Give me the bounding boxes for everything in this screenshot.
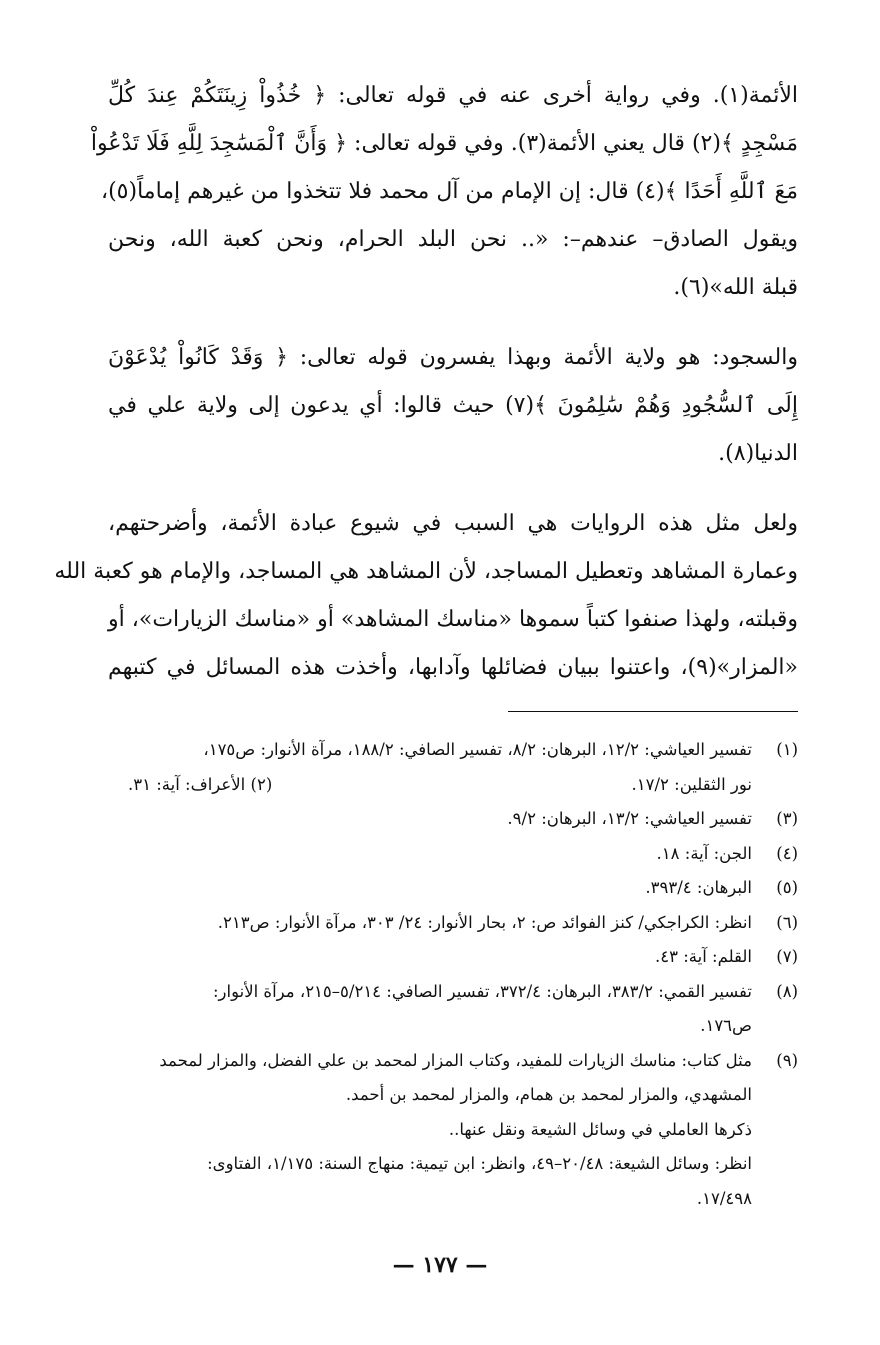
footnote-number: (٦): [776, 912, 798, 932]
footnote-6: [108, 906, 798, 941]
footnote-8: [108, 975, 798, 1044]
footnotes: [108, 733, 798, 1216]
text-line: ويقول الصادق– عندهم–: «.. نحن البلد الحرام، ونحن كعبة الله، ونحن: [108, 227, 798, 252]
footnote-separator: [508, 711, 798, 712]
text-line: إِلَى ٱلسُّجُودِ وَهُمْ سَٰلِمُونَ ﴾(٧) حيث قالوا: أي يدعون إلى ولاية علي في: [108, 393, 798, 418]
footnote-4: [108, 837, 798, 872]
footnote-line: الأعراف: آية: ٣١.: [128, 774, 246, 794]
text-line: وقبلته، ولهذا صنفوا كتباً سموها «مناسك المشاهد» أو «مناسك الزيارات»، أو: [108, 607, 798, 632]
footnote-9: [108, 1044, 798, 1217]
footnote-body: [108, 940, 752, 975]
footnote-7: [108, 940, 798, 975]
footnote-number: (٧): [776, 947, 798, 966]
footnote-2: [128, 768, 272, 803]
text-line: مَسْجِدٍ ﴾(٢) قال يعني الأئمة(٣). وفي قوله تعالى: ﴿ وَأَنَّ ٱلْمَسَٰجِدَ لِلَّهِ فَلَا تَدْعُواْ: [90, 131, 798, 156]
footnote-line: تفسير العياشي: ١٢/٢، البرهان: ٨/٢، تفسير الصافي: ١٨٨/٢، مرآة الأنوار: ص١٧٥،: [203, 740, 752, 759]
footnote-line: الجن: آية: ١٨.: [656, 843, 752, 863]
paragraph-2: [108, 334, 798, 478]
page-number: — ١٧٧ —: [392, 1252, 488, 1278]
footnote-line: مثل كتاب: مناسك الزيارات للمفيد، وكتاب المزار لمحمد بن علي الفضل، والمزار لمحمد: [159, 1050, 752, 1070]
footnote-line: نور الثقلين: ١٧/٢.: [631, 774, 752, 794]
footnote-line: انظر: وسائل الشيعة: ٢٠/٤٨–٤٩، وانظر: ابن تيمية: منهاج السنة: ١/١٧٥، الفتاوى:: [207, 1154, 752, 1173]
footnote-body: [108, 837, 752, 872]
paragraph-1: [90, 72, 798, 312]
footnote-line: ذكرها العاملي في وسائل الشيعة ونقل عنها..: [448, 1119, 752, 1139]
footnote-line: القلم: آية: ٤٣.: [654, 947, 752, 966]
footnote-number: (٣): [776, 809, 798, 828]
footnote-line: البرهان: ٣٩٣/٤.: [645, 878, 752, 897]
footnote-line: تفسير القمي: ٣٨٣/٢، البرهان: ٣٧٢/٤، تفسير الصافي: ٥/٢١٤–٢١٥، مرآة الأنوار:: [212, 981, 752, 1001]
text-line: مَعَ ٱللَّهِ أَحَدًا ﴾(٤) قال: إن الإمام من آل محمد فلا تتخذوا من غيرهم إماماً(٥)،: [100, 179, 798, 204]
footnote-body: [108, 906, 752, 941]
footnote-line: تفسير العياشي: ١٣/٢، البرهان: ٩/٢.: [507, 809, 752, 828]
footnote-number: (٨): [776, 981, 798, 1001]
main-text: [54, 72, 798, 692]
text-line: وعمارة المشاهد وتعطيل المساجد، لأن المشاهد هي المساجد، والإمام هو كعبة الله: [54, 559, 798, 584]
text-line: ولعل مثل هذه الروايات هي السبب في شيوع عبادة الأئمة، وأضرحتهم،: [108, 511, 798, 536]
footnote-line: انظر: الكراجكي/ كنز الفوائد ص: ٢، بحار الأنوار: ٢٤/ ٣٠٣، مرآة الأنوار: ص٢١٣.: [217, 912, 752, 932]
footnote-number: (١): [776, 740, 798, 759]
footnote-line: ص١٧٦.: [700, 1016, 752, 1035]
footnote-number: (٢): [250, 774, 273, 794]
footnote-1: [108, 733, 798, 802]
footnote-body: [108, 1044, 752, 1217]
footnote-body: [108, 871, 752, 906]
footnote-split-line: [108, 768, 752, 803]
text-line: والسجود: هو ولاية الأئمة وبهذا يفسرون قوله تعالى: ﴿ وَقَدْ كَانُواْ يُدْعَوْنَ: [108, 345, 798, 370]
paragraph-3: [54, 500, 798, 692]
text-line: قبلة الله»(٦).: [673, 275, 798, 300]
footnote-line: المشهدي، والمزار لمحمد بن همام، والمزار لمحمد بن أحمد.: [345, 1085, 752, 1104]
footnote-number: (٥): [776, 878, 798, 897]
footnote-body: [108, 975, 752, 1044]
footnote-line: ١٧/٤٩٨.: [696, 1188, 752, 1208]
footnote-number: (٤): [776, 843, 798, 863]
footnote-3: [108, 802, 798, 837]
text-line: الأئمة(١). وفي رواية أخرى عنه في قوله تعالى: ﴿ خُذُواْ زِينَتَكُمْ عِندَ كُلِّ: [108, 83, 798, 108]
footnote-body: [108, 733, 752, 802]
footnote-body: [108, 802, 752, 837]
text-line: «المزار»(٩)، واعتنوا ببيان فضائلها وآدابها، وأخذت هذه المسائل في كتبهم: [108, 655, 798, 680]
text-line: الدنيا(٨).: [718, 441, 798, 466]
footnote-5: [108, 871, 798, 906]
footnote-number: (٩): [776, 1050, 798, 1070]
